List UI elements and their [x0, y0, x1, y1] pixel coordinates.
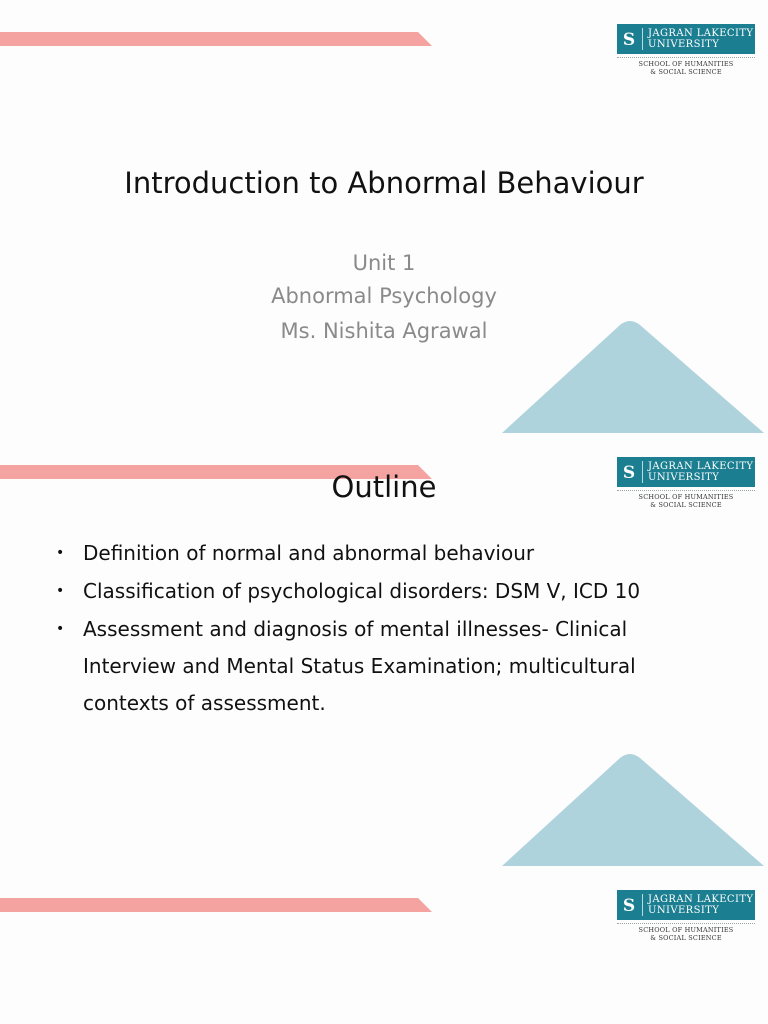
slide-title	[0, 0, 768, 433]
unit-label: Unit 1	[352, 251, 416, 275]
logo-sub-line1: SCHOOL OF HUMANITIES	[638, 60, 734, 68]
logo-sub-line1: SCHOOL OF HUMANITIES	[638, 926, 734, 934]
logo-name-line1: JAGRAN LAKECITY	[648, 28, 754, 39]
logo-sub-line1: SCHOOL OF HUMANITIES	[638, 493, 734, 501]
logo-name-line1: JAGRAN LAKECITY	[648, 894, 754, 905]
decor-triangle	[498, 750, 768, 866]
bullet-line: Assessment and diagnosis of mental illnesses- Clinical	[83, 617, 628, 641]
svg-text:S: S	[622, 896, 636, 915]
svg-text:S: S	[622, 463, 636, 482]
decor-triangle	[498, 317, 768, 433]
logo-sub-line2: & SOCIAL SCIENCE	[650, 934, 722, 942]
bullet-item	[56, 535, 736, 572]
bullet-dot: •	[56, 545, 65, 561]
accent-stripe	[0, 898, 432, 912]
bullet-line: Classification of psychological disorders: DSM V, ICD 10	[83, 579, 641, 603]
slide-outline	[0, 433, 768, 866]
outline-bullet-list	[56, 535, 736, 723]
bullet-item	[56, 573, 736, 610]
logo-name-line2: UNIVERSITY	[648, 472, 720, 483]
bullet-line: Interview and Mental Status Examination; multicultural	[83, 654, 636, 678]
logo-name-line2: UNIVERSITY	[648, 905, 720, 916]
university-logo	[617, 890, 755, 942]
author-label: Ms. Nishita Agrawal	[280, 319, 488, 343]
course-label: Abnormal Psychology	[271, 284, 497, 308]
university-logo	[617, 24, 755, 76]
bullet-dot: •	[56, 583, 65, 599]
svg-text:S: S	[622, 30, 636, 49]
slide-partial	[0, 866, 768, 1024]
accent-stripe	[0, 32, 432, 46]
bullet-line: Definition of normal and abnormal behaviour	[83, 541, 535, 565]
bullet-line: contexts of assessment.	[83, 691, 326, 715]
slide-title-heading: Introduction to Abnormal Behaviour	[124, 166, 644, 200]
logo-name-line2: UNIVERSITY	[648, 39, 720, 50]
bullet-dot: •	[56, 621, 65, 637]
outline-heading: Outline	[331, 470, 437, 504]
bullet-item	[56, 611, 736, 722]
logo-sub-line2: & SOCIAL SCIENCE	[650, 68, 722, 76]
logo-sub-line2: & SOCIAL SCIENCE	[650, 501, 722, 509]
university-emblem-icon	[621, 894, 637, 916]
logo-name-line1: JAGRAN LAKECITY	[648, 461, 754, 472]
university-emblem-icon	[621, 28, 637, 50]
